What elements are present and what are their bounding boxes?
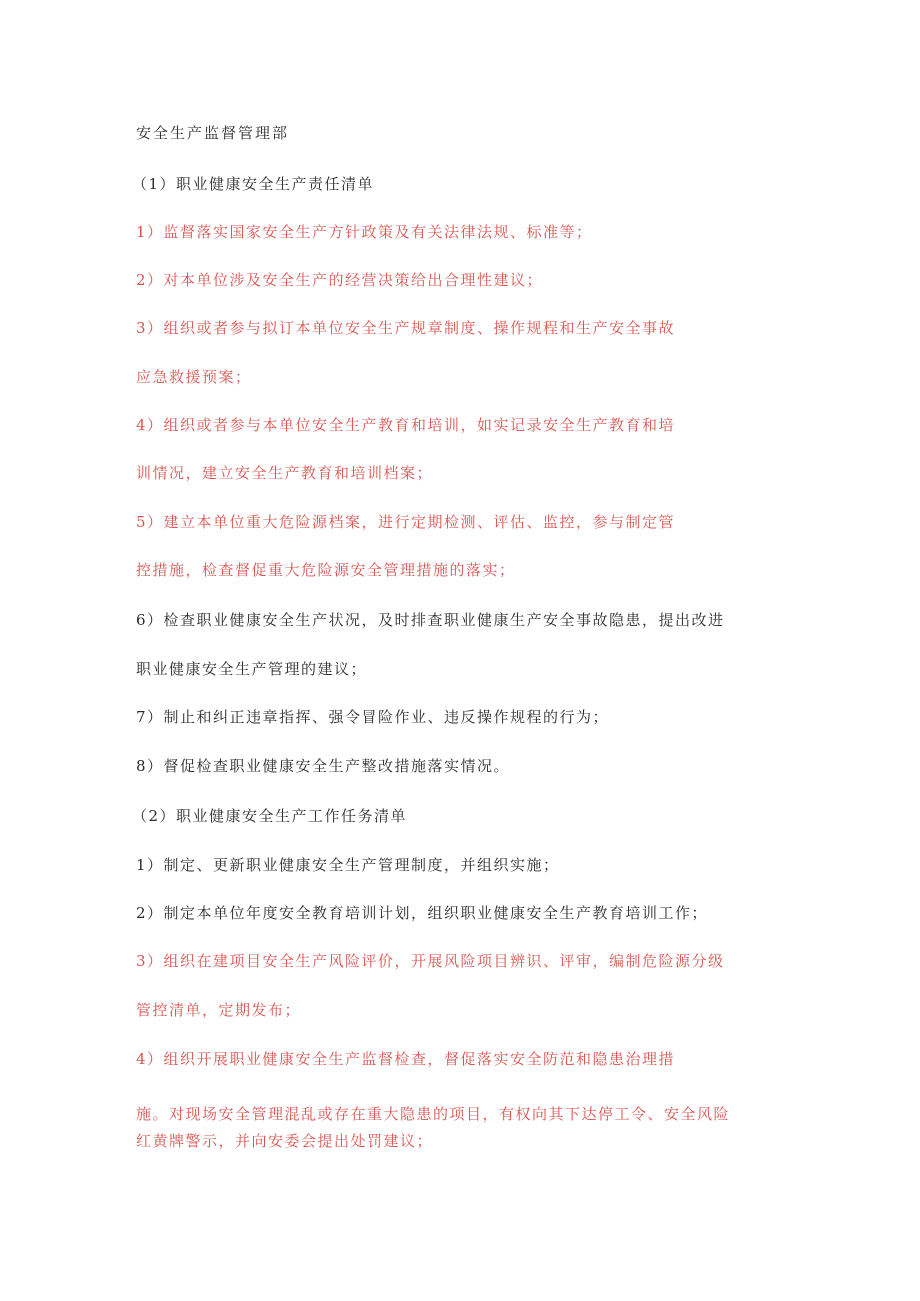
section-2-item-4-line-1: 4）组织开展职业健康安全生产监督检查，督促落实安全防范和隐患治理措 xyxy=(136,1050,676,1068)
section-1-item-3-line-2: 应急救援预案； xyxy=(136,368,252,386)
section-1-item-4-line-2: 训情况，建立安全生产教育和培训档案； xyxy=(136,464,434,482)
section-2-item-2: 2）制定本单位年度安全教育培训计划，组织职业健康安全生产教育培训工作； xyxy=(136,904,709,922)
section-1-item-6-line-1: 6）检查职业健康安全生产状况，及时排查职业健康生产安全事故隐患，提出改进 xyxy=(136,611,725,629)
section-1-item-8: 8）督促检查职业健康安全生产整改措施落实情况。 xyxy=(136,757,511,775)
document-title: 安全生产监督管理部 xyxy=(136,124,290,142)
section-2-item-4-line-2: 施。对现场安全管理混乱或存在重大隐患的项目，有权向其下达停工令、安全风险 xyxy=(136,1105,731,1123)
section-1-item-5-line-2: 控措施，检查督促重大危险源安全管理措施的落实； xyxy=(136,561,516,579)
section-2-item-3-line-2: 管控清单，定期发布； xyxy=(136,1001,302,1019)
section-2-item-3-line-1: 3）组织在建项目安全生产风险评价，开展风险项目辨识、评审，编制危险源分级 xyxy=(136,952,725,970)
section-2-heading: （2）职业健康安全生产工作任务清单 xyxy=(132,807,408,825)
section-1-item-2: 2）对本单位涉及安全生产的经营决策给出合理性建议； xyxy=(136,271,544,289)
section-1-item-6-line-2: 职业健康安全生产管理的建议； xyxy=(136,660,368,678)
section-2-item-1: 1）制定、更新职业健康安全生产管理制度，并组织实施； xyxy=(136,856,560,874)
section-1-item-1: 1）监督落实国家安全生产方针政策及有关法律法规、标准等； xyxy=(136,223,593,241)
section-1-item-5-line-1: 5）建立本单位重大危险源档案，进行定期检测、评估、监控，参与制定管 xyxy=(136,513,676,531)
section-1-heading: （1）职业健康安全生产责任清单 xyxy=(132,175,375,193)
section-1-item-4-line-1: 4）组织或者参与本单位安全生产教育和培训，如实记录安全生产教育和培 xyxy=(136,416,676,434)
section-2-item-4-line-3: 红黄牌警示，并向安委会提出处罚建议； xyxy=(136,1132,434,1150)
section-1-item-7: 7）制止和纠正违章指挥、强令冒险作业、违反操作规程的行为； xyxy=(136,708,610,726)
section-1-item-3-line-1: 3）组织或者参与拟订本单位安全生产规章制度、操作规程和生产安全事故 xyxy=(136,319,676,337)
